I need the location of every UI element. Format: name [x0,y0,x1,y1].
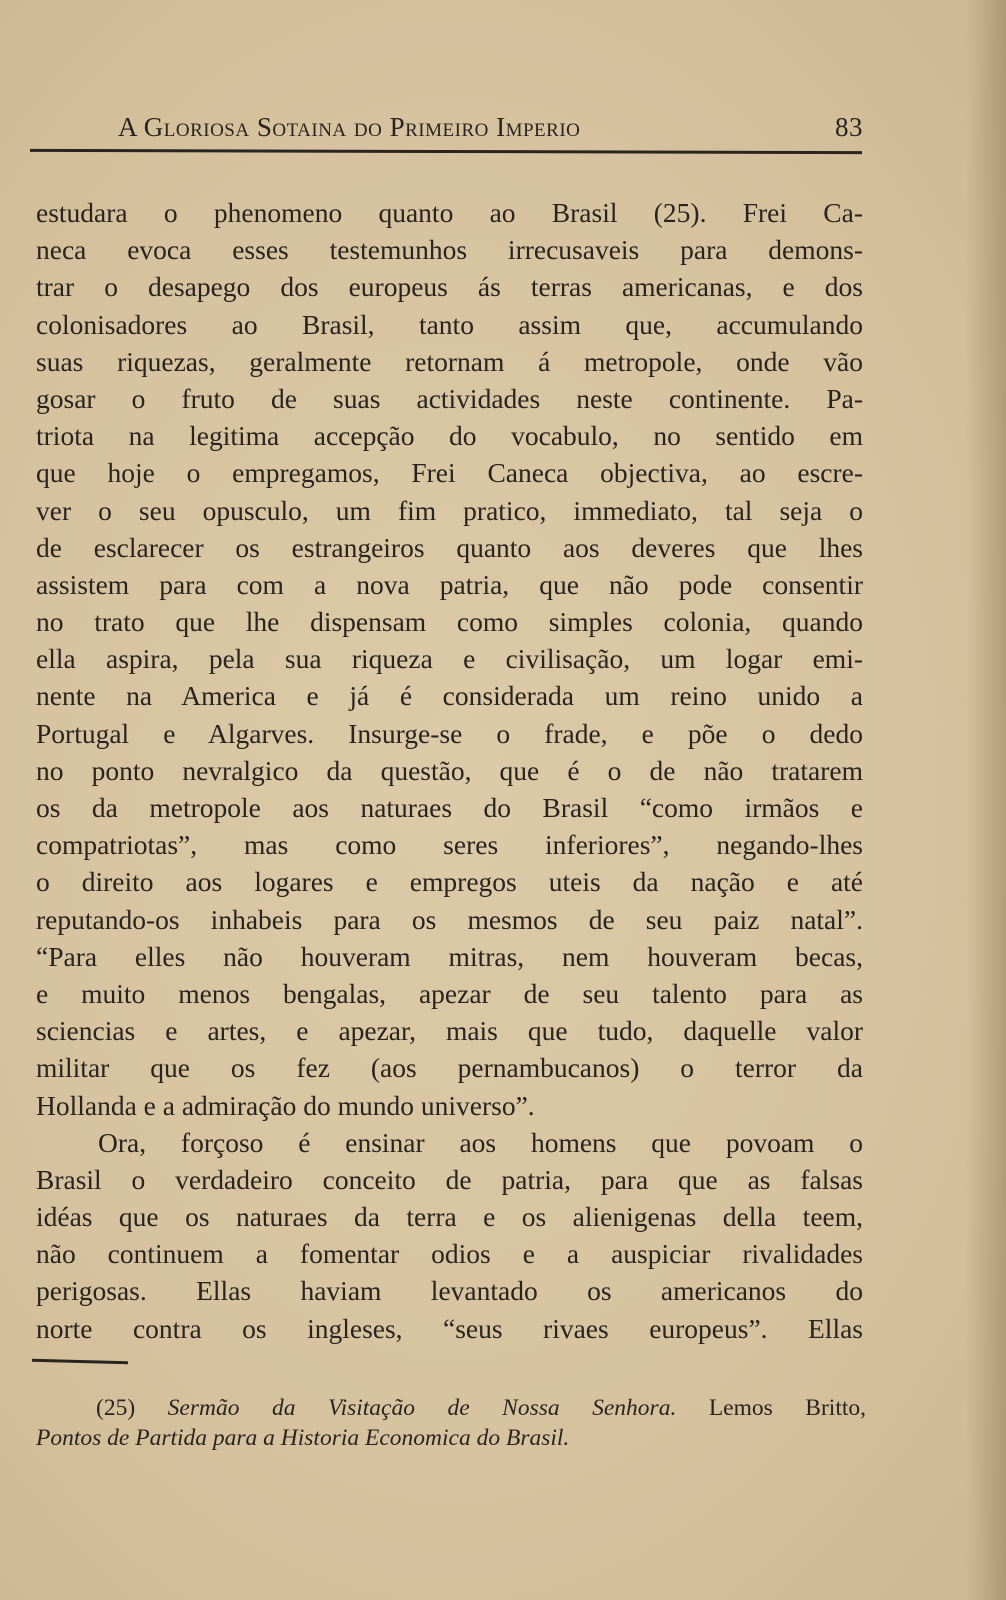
text-line: perigosas. Ellas haviam levantado os americanos do [36,1275,863,1307]
text-line: Hollanda e a admiração do mundo universo”. [36,1089,535,1121]
text-line: colonisadores ao Brasil, tanto assim que, accumulando [36,308,863,340]
text-line: norte contra os ingleses, “seus rivaes europeus”. Ellas [36,1312,863,1344]
text-line: de esclarecer os estrangeiros quanto aos deveres que lhes [36,531,863,563]
footnote-25-line-2: Pontos de Partida para a Historia Economica do Brasil. [36,1425,570,1451]
text-line: Ora, forçoso é ensinar aos homens que povoam o [98,1126,863,1158]
text-line: militar que os fez (aos pernambucanos) o terror da [36,1052,863,1084]
text-line: nente na America e já é considerada um reino unido a [36,680,863,712]
text-line: ella aspira, pela sua riqueza e civilisação, um logar emi- [36,643,863,675]
footnotes [36,1393,866,1453]
text-line: suas riquezas, geralmente retornam á metropole, onde vão [36,345,863,377]
text-line: não continuem a fomentar odios e a auspiciar rivalidades [36,1238,863,1270]
text-line: e muito menos bengalas, apezar de seu talento para as [36,977,863,1009]
footnote-marker: (25) [96,1395,136,1421]
text-line: “Para elles não houveram mitras, nem houveram becas, [36,940,863,972]
text-line: Brasil o verdadeiro conceito de patria, para que as falsas [36,1163,863,1195]
text-line: idéas que os naturaes da terra e os alienigenas della teem, [36,1201,863,1233]
text-line: ver o seu opusculo, um fim pratico, immediato, tal seja o [36,494,863,526]
text-line: sciencias e artes, e apezar, mais que tudo, daquelle valor [36,1015,863,1047]
text-line: reputando-os inhabeis para os mesmos de seu paiz natal”. [36,903,863,935]
text-line: estudara o phenomeno quanto ao Brasil (25). Frei Ca- [36,197,863,228]
running-header [118,112,863,152]
page-edge-shadow [966,0,1006,1600]
body-text [36,194,863,1347]
text-line: no trato que lhe dispensam como simples colonia, quando [36,606,863,638]
text-line: o direito aos logares e empregos uteis da nação e até [36,866,863,898]
text-line: neca evoca esses testemunhos irrecusaveis para demons- [36,234,863,266]
footnote-25-line-1 [36,1393,866,1423]
text-line: assistem para com a nova patria, que não pode consentir [36,568,863,600]
text-line: que hoje o empregamos, Frei Caneca objectiva, ao escre- [36,457,863,489]
footnote-work-title: Sermão da Visitação de Nossa Senhora. [167,1395,677,1421]
text-line: gosar o fruto de suas actividades neste continente. Pa- [36,382,863,414]
text-line: os da metropole aos naturaes do Brasil “como irmãos e [36,792,863,823]
running-title: A Gloriosa Sotaina do Primeiro Imperio [118,112,581,142]
text-line: trar o desapego dos europeus ás terras americanas, e dos [36,271,863,303]
footnote-author: Lemos Britto, [708,1395,866,1421]
text-line: triota na legitima accepção do vocabulo, no sentido em [36,420,863,452]
text-line: compatriotas”, mas como seres inferiores”, negando-lhes [36,829,863,861]
text-line: Portugal e Algarves. Insurge-se o frade, e põe o dedo [36,717,863,749]
page-number: 83 [835,112,863,142]
text-line: no ponto nevralgico da questão, que é o de não tratarem [36,754,863,786]
